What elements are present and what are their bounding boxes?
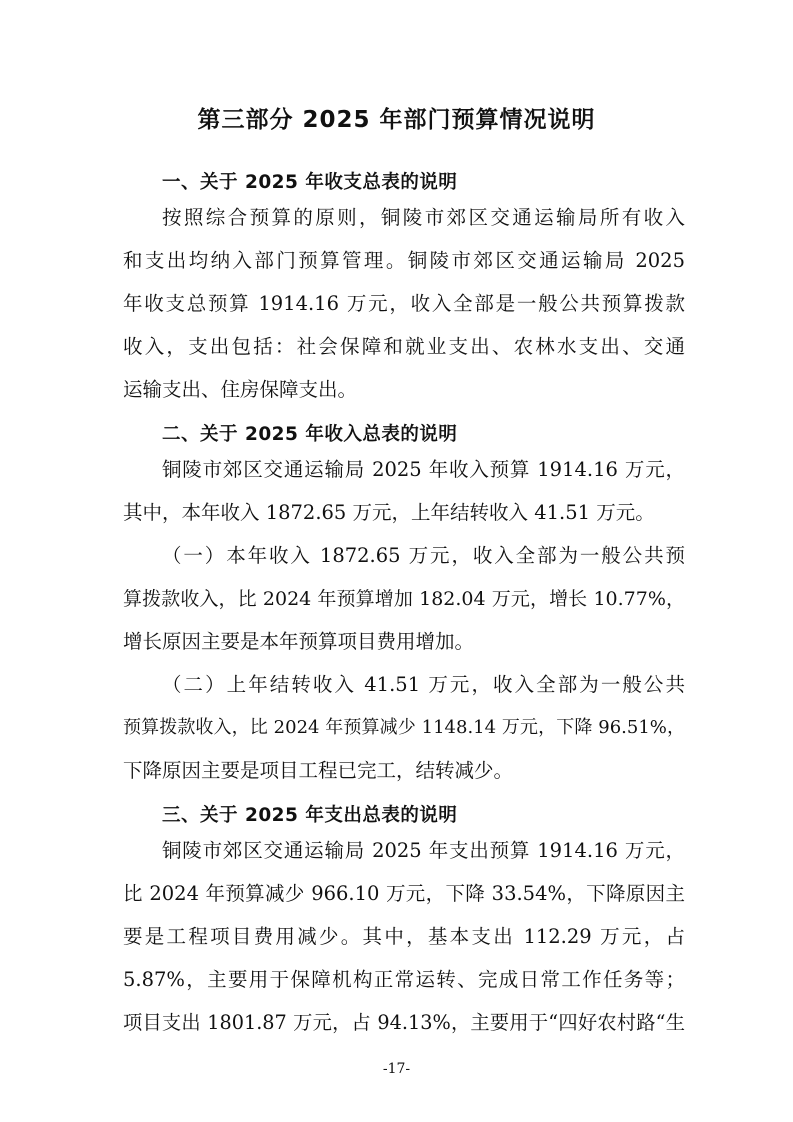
- body-line: 铜陵市郊区交通运输局 2025 年收入预算 1914.16 万元，: [162, 458, 685, 481]
- body-line: 预算拨款收入，比 2024 年预算减少 1148.14 万元，下降 96.51%，: [123, 717, 685, 738]
- page-title: 第三部分 2025 年部门预算情况说明: [197, 107, 596, 133]
- body-line: 要是工程项目费用减少。其中，基本支出 112.29 万元，占: [123, 925, 685, 948]
- body-line: 收入，支出包括：社会保障和就业支出、农林水支出、交通: [123, 335, 685, 358]
- body-line: 按照综合预算的原则，铜陵市郊区交通运输局所有收入: [162, 206, 685, 229]
- body-line: 比 2024 年预算减少 966.10 万元，下降 33.54%，下降原因主: [123, 882, 685, 905]
- body-line: 项目支出 1801.87 万元，占 94.13%，主要用于“四好农村路“生: [123, 1011, 685, 1034]
- body-line: （二）上年结转收入 41.51 万元，收入全部为一般公共: [162, 673, 685, 696]
- section-heading-2: 二、关于 2025 年收入总表的说明: [162, 424, 458, 445]
- body-line: 算拨款收入，比 2024 年预算增加 182.04 万元，增长 10.77%，: [123, 588, 685, 610]
- body-line: 其中，本年收入 1872.65 万元，上年结转收入 41.51 万元。: [123, 501, 655, 524]
- body-line: 下降原因主要是项目工程已完工，结转减少。: [123, 759, 514, 782]
- section-heading-1: 一、关于 2025 年收支总表的说明: [162, 172, 458, 193]
- body-line: 铜陵市郊区交通运输局 2025 年支出预算 1914.16 万元，: [162, 839, 685, 862]
- section-heading-3: 三、关于 2025 年支出总表的说明: [162, 805, 458, 826]
- body-line: 年收支总预算 1914.16 万元，收入全部是一般公共预算拨款: [123, 292, 685, 315]
- body-line: 和支出均纳入部门预算管理。铜陵市郊区交通运输局 2025: [123, 249, 685, 272]
- body-line: 增长原因主要是本年预算项目费用增加。: [123, 630, 475, 653]
- body-line: （一）本年收入 1872.65 万元，收入全部为一般公共预: [162, 544, 685, 567]
- body-line: 运输支出、住房保障支出。: [123, 378, 358, 401]
- body-line: 5.87%，主要用于保障机构正常运转、完成日常工作任务等；: [123, 968, 685, 991]
- page-number: -17-: [382, 1061, 411, 1077]
